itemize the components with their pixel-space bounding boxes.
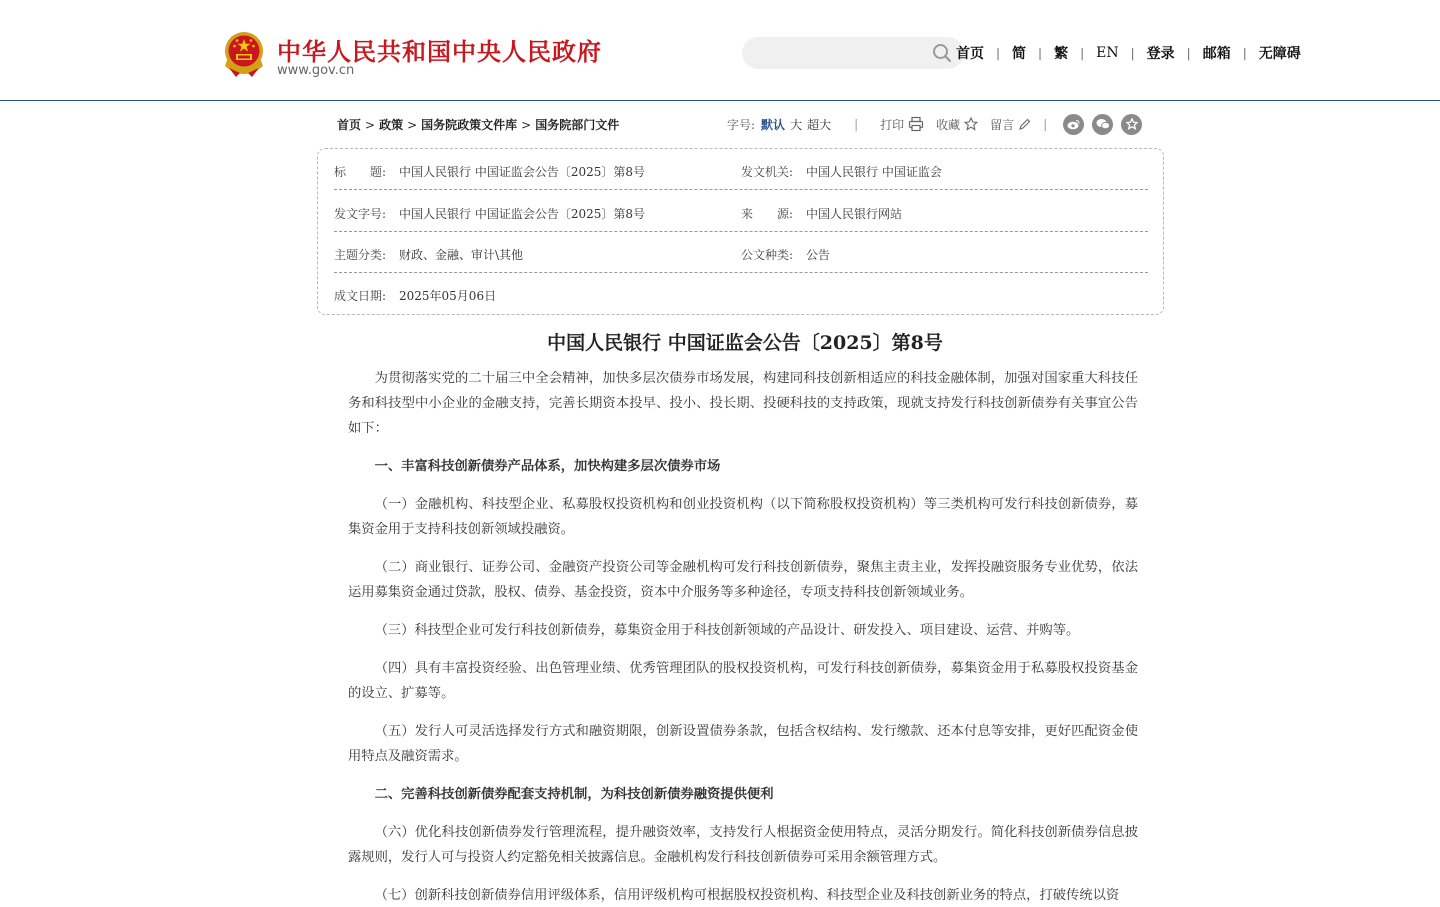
top-nav — [956, 43, 1301, 63]
article-paragraph: （一）金融机构、科技型企业、私募股权投资机构和创业投资机构（以下简称股权投资机构）等三类机构可发行科技创新债券，募集资金用于支持科技创新领域投融资。 — [348, 497, 1138, 537]
star-outline-icon — [964, 117, 978, 131]
national-emblem-icon — [221, 30, 267, 80]
info-value: 财政、金融、审计\其他 — [399, 248, 524, 262]
print-label: 打印 — [880, 117, 905, 132]
article-paragraph: （四）具有丰富投资经验、出色管理业绩、优秀管理团队的股权投资机构，可发行科技创新债券，募集资金用于私募股权投资基金的设立、扩募等。 — [348, 661, 1138, 701]
nav-separator: | — [1186, 46, 1191, 60]
comment-button[interactable] — [990, 116, 1031, 133]
site-header — [0, 0, 1440, 101]
info-row-topic — [334, 232, 1148, 273]
article-title: 中国人民银行 中国证监会公告〔2025〕第8号 — [547, 332, 943, 354]
nav-mail[interactable]: 邮箱 — [1202, 46, 1231, 62]
breadcrumb-home[interactable]: 首页 — [337, 118, 362, 132]
info-value: 中国人民银行 中国证监会 — [806, 165, 942, 179]
article-body — [348, 366, 1138, 907]
wechat-icon[interactable] — [1092, 114, 1113, 135]
print-button[interactable] — [880, 116, 924, 133]
article-section-heading: 二、完善科技创新债券配套支持机制，为科技创新债券融资提供便利 — [374, 787, 774, 802]
favorite-button[interactable] — [936, 116, 978, 133]
favorite-label: 收藏 — [936, 117, 961, 132]
info-key: 来 源: — [741, 207, 794, 221]
breadcrumb — [337, 116, 619, 133]
document-info-box — [317, 148, 1164, 315]
comment-label: 留言 — [990, 117, 1015, 132]
article-paragraph: （三）科技型企业可发行科技创新债券，募集资金用于科技创新领域的产品设计、研发投入、项目建设、运营、并购等。 — [374, 623, 1080, 638]
nav-login[interactable]: 登录 — [1146, 46, 1175, 62]
article-section-heading: 一、丰富科技创新债券产品体系，加快构建多层次债券市场 — [374, 459, 721, 474]
info-value: 2025年05月06日 — [399, 289, 497, 303]
info-key: 发文机关: — [741, 165, 794, 179]
breadcrumb-policy[interactable]: 政策 — [379, 118, 404, 132]
printer-icon — [908, 116, 924, 132]
nav-separator: | — [996, 46, 1001, 60]
font-size-default[interactable]: 默认 — [761, 117, 786, 132]
site-logo[interactable] — [221, 28, 621, 82]
share-buttons — [1063, 114, 1150, 135]
info-row-title — [334, 149, 1148, 190]
info-key: 公文种类: — [741, 248, 794, 262]
tools-divider: | — [854, 117, 859, 131]
breadcrumb-policy-library[interactable]: 国务院政策文件库 — [421, 118, 518, 132]
breadcrumb-separator: > — [365, 118, 376, 132]
article-tools — [727, 112, 1150, 136]
article-paragraph: 为贯彻落实党的二十届三中全会精神，加快多层次债券市场发展，构建同科技创新相适应的科技金融体制，加强对国家重大科技任务和科技型中小企业的金融支持，完善长期资本投早、投小、投长期、投硬科技的支持政策，现就支持发行科技创新债券有关事宜公告如下： — [348, 371, 1138, 436]
info-row-docno — [334, 191, 1148, 232]
weibo-icon[interactable] — [1063, 114, 1084, 135]
font-size-xlarge[interactable]: 超大 — [807, 117, 832, 132]
info-row-date — [334, 273, 1148, 314]
article-paragraph: （二）商业银行、证券公司、金融资产投资公司等金融机构可发行科技创新债券，聚焦主责主业，发挥投融资服务专业优势，依法运用募集资金通过贷款，股权、债券、基金投资，资本中介服务等多种途径，专项支持科技创新领域业务。 — [348, 560, 1138, 600]
info-key: 标 题: — [334, 165, 387, 179]
font-size-large[interactable]: 大 — [790, 117, 803, 132]
font-size-label: 字号: — [727, 117, 756, 132]
article-paragraph: （七）创新科技创新债券信用评级体系，信用评级机构可根据股权投资机构、科技型企业及科技创新业务的特点，打破传统以资 — [374, 888, 1120, 903]
breadcrumb-separator: > — [407, 118, 418, 132]
nav-english[interactable]: EN — [1096, 45, 1119, 61]
pencil-icon — [1018, 118, 1031, 131]
nav-separator: | — [1242, 46, 1247, 60]
site-title: 中华人民共和国中央人民政府 — [277, 38, 602, 66]
nav-separator: | — [1038, 46, 1043, 60]
nav-traditional[interactable]: 繁 — [1054, 46, 1069, 62]
info-key: 发文字号: — [334, 207, 387, 221]
info-key: 主题分类: — [334, 248, 387, 262]
article-paragraph: （六）优化科技创新债券发行管理流程，提升融资效率，支持发行人根据资金使用特点，灵活分期发行。简化科技创新债券信息披露规则，发行人可与投资人约定豁免相关披露信息。金融机构发行科技创新债券可采用余额管理方式。 — [348, 825, 1138, 865]
site-url: www.gov.cn — [277, 63, 355, 78]
nav-separator: | — [1080, 46, 1085, 60]
tools-divider: | — [1043, 117, 1048, 131]
search-icon[interactable] — [931, 42, 953, 64]
breadcrumb-department-docs[interactable]: 国务院部门文件 — [535, 118, 620, 132]
star-icon[interactable] — [1121, 114, 1142, 135]
info-value: 中国人民银行 中国证监会公告〔2025〕第8号 — [399, 207, 645, 221]
article-paragraph: （五）发行人可灵活选择发行方式和融资期限，创新设置债券条款，包括含权结构、发行缴款、还本付息等安排，更好匹配资金使用特点及融资需求。 — [348, 724, 1138, 764]
info-key: 成文日期: — [334, 289, 387, 303]
info-value: 中国人民银行 中国证监会公告〔2025〕第8号 — [399, 165, 645, 179]
info-value: 公告 — [806, 248, 831, 262]
info-value: 中国人民银行网站 — [806, 207, 903, 221]
nav-separator: | — [1130, 46, 1135, 60]
nav-simplified[interactable]: 简 — [1012, 46, 1027, 62]
nav-home[interactable]: 首页 — [956, 46, 984, 62]
breadcrumb-separator: > — [521, 118, 532, 132]
nav-accessibility[interactable]: 无障碍 — [1258, 46, 1301, 62]
